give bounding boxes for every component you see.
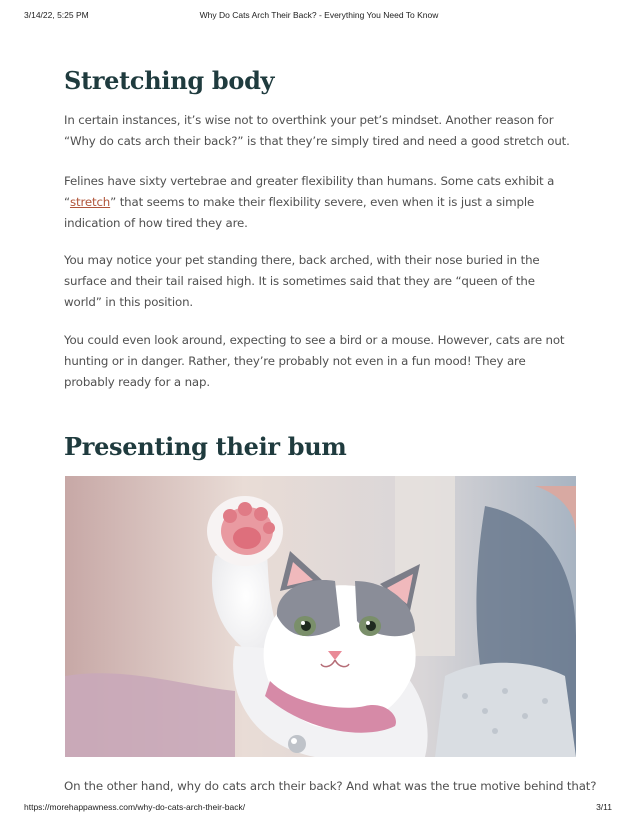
paragraph-stretching-2-after: ” that seems to make their flexibility severe, even when it is just a simple indication of how tired they are. [64, 195, 535, 230]
paragraph-stretching-1: In certain instances, it’s wise not to overthink your pet’s mindset. Another reason for “Why do cats arch their back?” is that they’re simply tired and need a good stretch out. [64, 113, 570, 148]
stretch-link[interactable]: stretch [69, 195, 111, 209]
paragraph-presenting-1: On the other hand, why do cats arch their back? And what was the true motive behind that? [64, 779, 597, 793]
print-page-number: 3/11 [596, 802, 612, 812]
kitten-photo [65, 476, 576, 757]
print-url: https://morehappawness.com/why-do-cats-arch-their-back/ [24, 802, 246, 812]
paragraph-stretching-4: You could even look around, expecting to see a bird or a mouse. However, cats are not hunting or in danger. Rather, they’re probably not even in a fun mood! They are probably ready for a nap. [64, 333, 565, 389]
paragraph-stretching-3: You may notice your pet standing there, back arched, with their nose buried in the surface and their tail raised high. It is sometimes said that they are “queen of the world” in this position. [64, 253, 540, 309]
paragraph-stretching-2 [64, 171, 576, 234]
heading-presenting-their-bum: Presenting their bum [64, 432, 347, 461]
heading-stretching-body: Stretching body [64, 66, 275, 95]
print-page-title: Why Do Cats Arch Their Back? - Everything You Need To Know [199, 10, 439, 20]
paragraph-stretching-2-before: Felines have sixty vertebrae and greater flexibility than humans. Some cats exhibit a “ [64, 174, 555, 209]
print-datetime: 3/14/22, 5:25 PM [24, 10, 89, 20]
